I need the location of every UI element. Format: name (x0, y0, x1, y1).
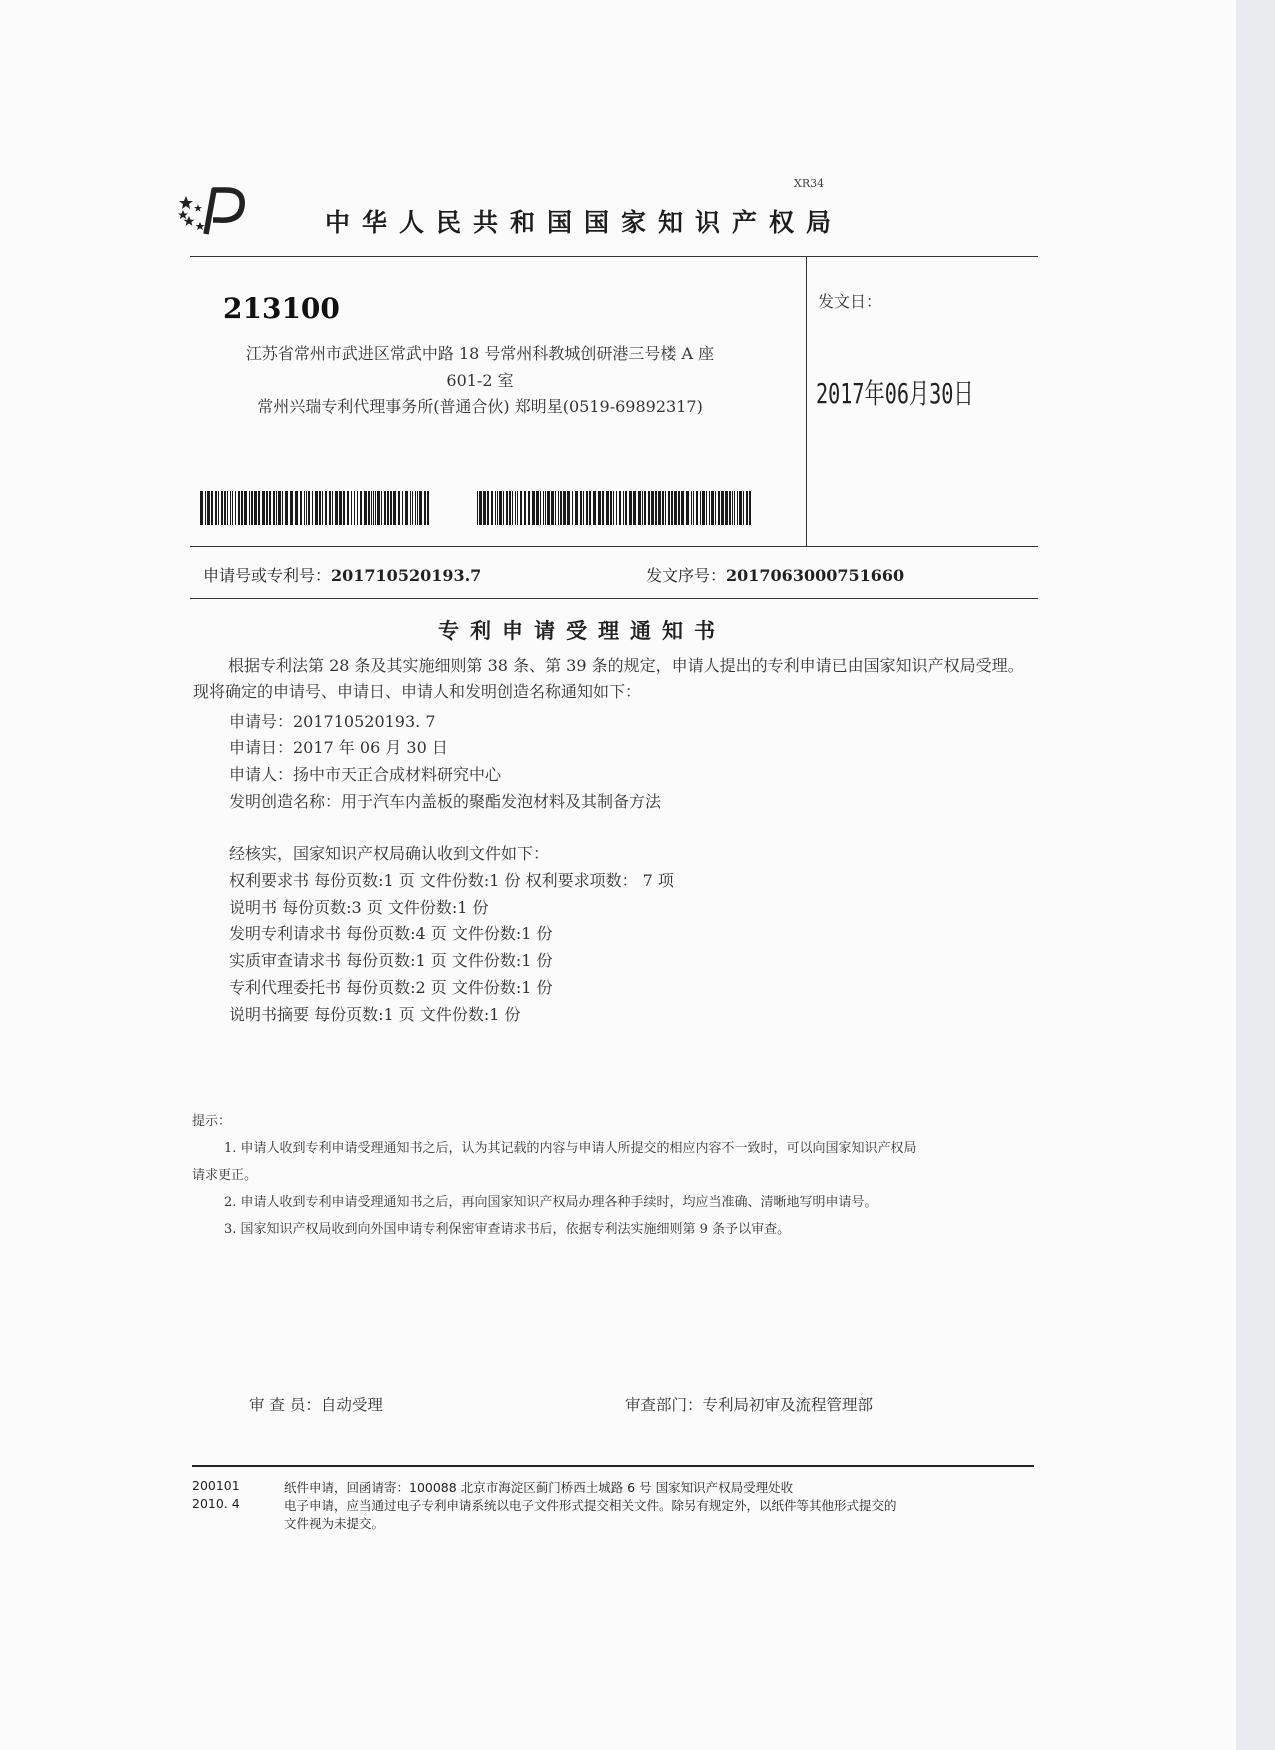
barcode-bar (479, 491, 482, 525)
document-item: 发明专利请求书 每份页数:4 页 文件份数:1 份 (229, 924, 553, 943)
barcode-bar (575, 491, 578, 525)
barcode-bar (381, 491, 382, 525)
application-number (203, 563, 481, 586)
barcode-bar (221, 491, 223, 525)
barcode-bar (558, 491, 559, 525)
barcode-bar (686, 491, 689, 525)
barcode-bar (668, 491, 670, 525)
barcode-bar (749, 491, 751, 525)
barcode-bar (218, 491, 219, 525)
barcode-bar (205, 491, 206, 525)
tip-1-line-1: 1. 申请人收到专利申请受理通知书之后，认为其记载的内容与申请人所提交的相应内容不一致时，可以向国家知识产权局 (224, 1141, 917, 1156)
barcode-bar (211, 491, 213, 525)
barcode-bar (273, 491, 275, 525)
rule-upper (190, 546, 1038, 547)
barcode-bar (606, 491, 609, 525)
barcode-bar (658, 491, 661, 525)
barcode-bar (509, 491, 511, 525)
barcode-bar (528, 491, 530, 525)
document-item: 说明书摘要 每份页数:1 页 文件份数:1 份 (229, 1005, 521, 1024)
barcode-bar (718, 491, 720, 525)
barcode-bar (360, 491, 362, 525)
barcode-bar (335, 491, 338, 525)
barcode-bar (276, 491, 277, 525)
barcode-bar (700, 491, 701, 525)
header-rule (190, 256, 1038, 257)
barcode-bar (729, 491, 731, 525)
barcode-bar (555, 491, 556, 525)
barcode-bar (390, 491, 392, 525)
notice-title: 专利申请受理通知书 (438, 619, 726, 643)
barcode-bar (308, 491, 310, 525)
barcode-bar (499, 491, 502, 525)
barcode-bar (306, 491, 307, 525)
serial-number-label: 发文序号： (646, 566, 727, 585)
barcode-bar (427, 491, 429, 525)
barcode-bar (249, 491, 250, 525)
barcode-bar (258, 491, 260, 525)
barcode-bar (524, 491, 526, 525)
barcode-bar (351, 491, 352, 525)
barcode-bar (339, 491, 342, 525)
footer-line-1: 纸件申请，回函请寄：100088 北京市海淀区蓟门桥西土城路 6 号 国家知识产权局受理处收 (284, 1480, 794, 1495)
barcode-bar (691, 491, 692, 525)
address-line-1: 江苏省常州市武进区常武中路 18 号常州科教城创研港三号楼 A 座 (245, 344, 715, 363)
barcode-bar (295, 491, 298, 525)
barcode-bar (547, 491, 550, 525)
barcode-bar (572, 491, 573, 525)
barcode-bar (563, 491, 566, 525)
barcode-bar (325, 491, 327, 525)
barcode-bar (278, 491, 281, 525)
document-item: 权利要求书 每份页数:1 页 文件份数:1 份 权利要求项数： 7 项 (229, 871, 674, 890)
cnipa-logo-icon (176, 184, 248, 240)
barcode-bar (674, 491, 677, 525)
tip-3: 3. 国家知识产权局收到向外国申请专利保密审查请求书后，依据专利法实施细则第 9 条予以审查。 (224, 1222, 791, 1237)
barcode-bar (737, 491, 738, 525)
barcode-bar (681, 491, 684, 525)
barcode-bar (387, 491, 389, 525)
barcode-bar (560, 491, 562, 525)
barcode-bar (610, 491, 612, 525)
examining-department: 审查部门：专利局初审及流程管理部 (625, 1396, 874, 1414)
barcode-bar (711, 491, 714, 525)
barcode-bar (495, 491, 496, 525)
footer-code-2: 2010. 4 (192, 1496, 240, 1511)
barcode-bar (545, 491, 546, 525)
office-title: 中华人民共和国国家知识产权局 (325, 208, 844, 237)
footer-rule (192, 1465, 1034, 1467)
barcode-bar (567, 491, 570, 525)
barcode-bar (417, 491, 418, 525)
barcode-bar (235, 491, 236, 525)
barcode-bar (347, 491, 349, 525)
barcode-bar (721, 491, 724, 525)
barcode-bar (319, 491, 321, 525)
barcode-bar (662, 491, 664, 525)
field-filing-date: 申请日：2017 年 06 月 30 日 (229, 738, 448, 757)
barcode-bar (300, 491, 302, 525)
barcode-bar (373, 491, 374, 525)
barcode-bar (251, 491, 253, 525)
barcode-bar (732, 491, 733, 525)
barcode-bar (743, 491, 744, 525)
barcode-bar (269, 491, 271, 525)
notice-intro: 根据专利法第 28 条及其实施细则第 38 条、第 39 条的规定，申请人提出的专利申请已由国家知识产权局受理。现将确定的申请号、申请日、申请人和发明创造名称通知如下： (193, 656, 1024, 701)
barcode-bar (709, 491, 710, 525)
application-number-value: 201710520193.7 (331, 566, 482, 585)
document-item: 专利代理委托书 每份页数:2 页 文件份数:1 份 (229, 978, 553, 997)
field-application-no: 申请号：201710520193. 7 (229, 712, 436, 731)
document-item: 说明书 每份页数:3 页 文件份数:1 份 (229, 898, 489, 917)
barcode-bar (415, 491, 416, 525)
barcode-bar (633, 491, 636, 525)
barcode-bar (412, 491, 413, 525)
barcode-bar (377, 491, 380, 525)
barcode-bar (315, 491, 318, 525)
divider-vertical (806, 256, 807, 546)
barcode-bar (329, 491, 331, 525)
barcode-bar (254, 491, 257, 525)
barcode-bar (623, 491, 624, 525)
barcode-bar (616, 491, 617, 525)
barcode-bar (384, 491, 386, 525)
barcode-bar (543, 491, 544, 525)
barcode-bar (655, 491, 657, 525)
postcode: 213100 (223, 292, 340, 325)
barcode-bar (625, 491, 627, 525)
barcode-bar (520, 491, 522, 525)
barcode-bar (515, 491, 516, 525)
barcode-bar (230, 491, 231, 525)
barcode-right (477, 491, 751, 525)
rule-lower (190, 598, 1038, 599)
barcode-bar (580, 491, 582, 525)
receipt-intro: 经核实，国家知识产权局确认收到文件如下： (229, 844, 550, 863)
barcode-bar (638, 491, 641, 525)
barcode-bar (665, 491, 666, 525)
dispatch-date-label: 发文日： (818, 292, 883, 311)
barcode-bar (671, 491, 673, 525)
barcode-bar (586, 491, 588, 525)
field-applicant: 申请人：扬中市天正合成材料研究中心 (229, 765, 502, 784)
barcode-bar (398, 491, 400, 525)
barcode-bar (343, 491, 345, 525)
address-line-2: 601-2 室 (446, 371, 514, 390)
barcode-bar (477, 491, 478, 525)
barcode-bar (410, 491, 411, 525)
barcode-bar (244, 491, 247, 525)
field-invention-title: 发明创造名称：用于汽车内盖板的聚酯发泡材料及其制备方法 (229, 792, 662, 811)
barcode-bar (200, 491, 203, 525)
barcode-bar (693, 491, 694, 525)
barcode-bar (583, 491, 584, 525)
barcode-bar (402, 491, 403, 525)
agency-line: 常州兴瑞专利代理事务所(普通合伙) 郑明星(0519-69892317) (257, 397, 703, 416)
tip-1-line-2: 请求更正。 (192, 1168, 258, 1183)
barcode-bar (419, 491, 422, 525)
barcode-bar (483, 491, 486, 525)
barcode-bar (725, 491, 728, 525)
form-code: XR34 (794, 177, 825, 190)
barcode-bar (487, 491, 489, 525)
barcode-bar (715, 491, 716, 525)
barcode-bar (598, 491, 601, 525)
barcode-bar (375, 491, 376, 525)
barcode-bar (734, 491, 735, 525)
serial-number-value: 2017063000751660 (726, 566, 905, 585)
barcode-bar (354, 491, 355, 525)
footer-line-3: 文件视为未提交。 (284, 1516, 385, 1531)
barcode-bar (551, 491, 554, 525)
barcode-bar (238, 491, 240, 525)
barcode-bar (678, 491, 680, 525)
barcode-left (200, 491, 430, 525)
application-number-label: 申请号或专利号： (203, 566, 332, 585)
barcode-bar (371, 491, 372, 525)
barcode-bar (506, 491, 508, 525)
tip-2: 2. 申请人收到专利申请受理通知书之后，再向国家知识产权局办理各种手续时，均应当准确、清晰地写明申请号。 (224, 1195, 878, 1210)
barcode-bar (227, 491, 228, 525)
barcode-bar (312, 491, 313, 525)
barcode-bar (512, 491, 513, 525)
barcode-bar (357, 491, 358, 525)
barcode-bar (746, 491, 748, 525)
barcode-bar (393, 491, 396, 525)
barcode-bar (629, 491, 632, 525)
examiner: 审 查 员：自动受理 (249, 1396, 383, 1414)
barcode-bar (405, 491, 408, 525)
barcode-bar (241, 491, 243, 525)
barcode-bar (290, 491, 293, 525)
barcode-bar (215, 491, 217, 525)
barcode-bar (517, 491, 518, 525)
barcode-bar (368, 491, 370, 525)
barcode-bar (224, 491, 226, 525)
barcode-bar (739, 491, 742, 525)
barcode-bar (644, 491, 646, 525)
barcode-bar (322, 491, 323, 525)
barcode-bar (304, 491, 305, 525)
barcode-bar (602, 491, 604, 525)
barcode-bar (332, 491, 333, 525)
barcode-bar (642, 491, 643, 525)
barcode-bar (702, 491, 705, 525)
barcode-bar (282, 491, 283, 525)
barcode-bar (262, 491, 265, 525)
barcode-bar (503, 491, 504, 525)
barcode-bar (532, 491, 535, 525)
barcode-bar (696, 491, 698, 525)
barcode-bar (619, 491, 621, 525)
barcode-bar (285, 491, 288, 525)
barcode-bar (266, 491, 268, 525)
barcode-bar (540, 491, 541, 525)
barcode-bar (536, 491, 539, 525)
barcode-bar (424, 491, 426, 525)
barcode-bar (364, 491, 367, 525)
footer-line-2: 电子申请，应当通过电子专利申请系统以电子文件形式提交相关文件。除另有规定外，以纸件等其他形式提交的 (284, 1498, 897, 1513)
dispatch-date-stamp: 2017年06月30日 (816, 377, 974, 410)
barcode-bar (706, 491, 707, 525)
barcode-bar (497, 491, 498, 525)
barcode-bar (593, 491, 596, 525)
barcode-bar (651, 491, 654, 525)
barcode-bar (648, 491, 650, 525)
tips-label: 提示： (192, 1114, 232, 1129)
barcode-bar (491, 491, 493, 525)
barcode-bar (207, 491, 210, 525)
serial-number (646, 563, 904, 586)
footer-code-1: 200101 (192, 1478, 240, 1493)
barcode-bar (613, 491, 614, 525)
barcode-bar (232, 491, 233, 525)
barcode-bar (589, 491, 591, 525)
document-item: 实质审查请求书 每份页数:1 页 文件份数:1 份 (229, 951, 553, 970)
